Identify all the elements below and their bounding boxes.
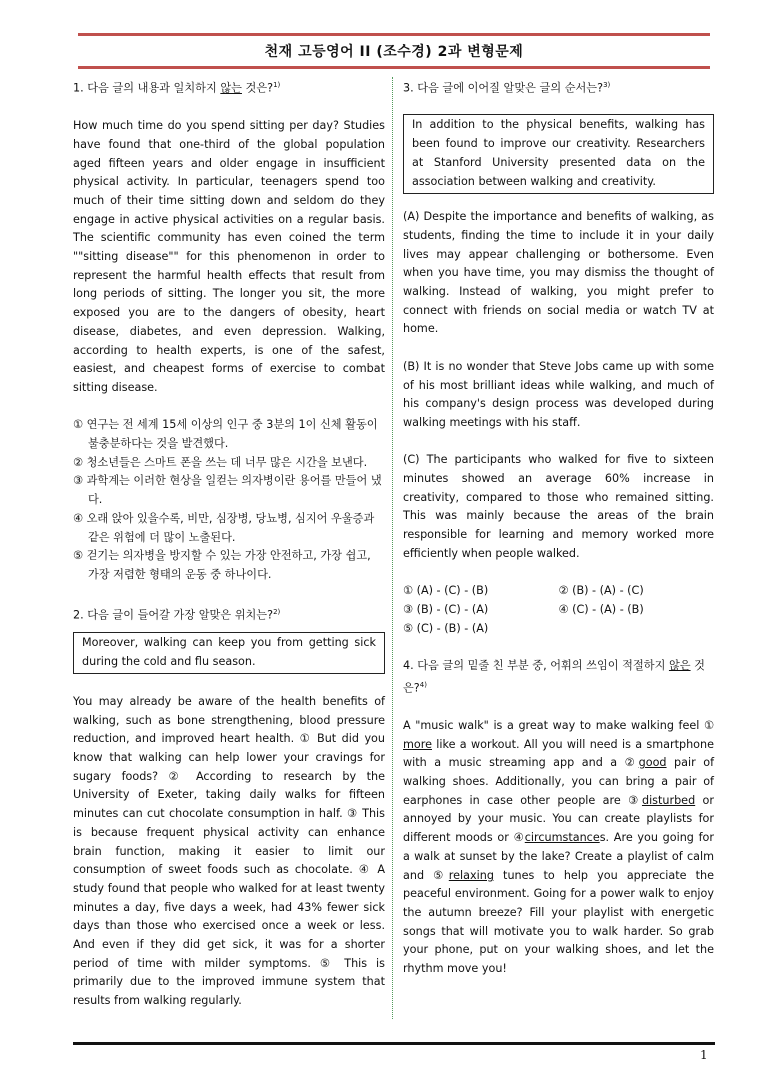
footer-rule (73, 1042, 715, 1045)
question-2-passage: You may already be aware of the health benefits of walking, such as bone strengthening, blood pressure reduction, and improved heart health. ① But did you know that walking can help lower your cravings for sugary foods? ② According to research by the University of Exeter, taking daily walks for fifteen minutes can cut chocolate consumption in half. ③ This is because frequent physical activity can enhance brain function, making it easier to limit our consumption of sweet foods such as chocolate. ④ A study found that people who walked for at least twenty minutes a day, five days a week, had 43% fewer sick days than those who exercised once a week or less. And even if they did get sick, it was for a shorter period of time with milder symptoms. ⑤ This is primarily due to the improved immune system that results from walking regularly. (73, 694, 385, 1008)
underlined-word: more (403, 737, 432, 751)
question-3-paragraph-a: (A) Despite the importance and benefits of walking, as students, finding the time to include it in your daily lives may appear challenging or bothersome. Even when you have time, you may dismiss the thought of walking. Instead of walking, you might prefer to connect with friends on social media or watch TV at home. (403, 210, 714, 336)
underlined-word: circumstance (524, 831, 600, 845)
header-rule-bottom (78, 66, 710, 69)
underlined-word: good (638, 756, 667, 770)
choice-item: ① 연구는 전 세계 15세 이상의 인구 중 3분의 1이 신체 활동이 불충분하다는 것을 발견했다. (73, 418, 378, 451)
question-3-given-passage: In addition to the physical benefits, walking has been found to improve our creativity. Researchers at Stanford University presented data on the association between walking and creativity. (403, 114, 714, 194)
underlined-word: relaxing (448, 868, 494, 882)
choice-item: ③ 과학계는 이러한 현상을 일컫는 의자병이란 용어를 만들어 냈다. (73, 474, 382, 507)
page-number: 1 (700, 1048, 708, 1062)
question-3-choices (403, 582, 714, 638)
question-1-passage: How much time do you spend sitting per day? Studies have found that one-third of the global population aged fifteen years and older engage in insufficient physical activity. In particular, teenagers spend too much of their time sitting down and seldom do they engage in active physical activities on a regular basis. The scientific community has even coined the term ""sitting disease"" for this phenomenon in order to represent the harmful health effects that result from long periods of sitting. The longer you sit, the more exposed you are to the dangers of obesity, heart disease, diabetes, and even depression. Walking, according to health experts, is one of the safest, easiest, and cheapest forms of exercise to combat sitting disease. (73, 119, 385, 394)
question-4-passage: A "music walk" is a great way to make walking feel ① more like a workout. All you will need is a smartphone with a music streaming app and a ②good pair of walking shoes. Additionally, you can bring a pair of earphones in case other people are ③disturbed or annoyed by your music. You can create playlists for different moods or ④circumstances. Are you going for a walk at sunset by the lake? Create a playlist of calm and ⑤relaxing tunes to help you appreciate the peaceful environment. Going for a power walk to enjoy the autumn breeze? Fill your playlist with energetic songs that will motivate you to walk harder. So grab your phone, put on your walking shoes, and let the rhythm move you! (403, 718, 715, 976)
question-3-prompt: 3. 다음 글에 이어질 알맞은 글의 순서는?$^{3)}$ (403, 81, 611, 95)
column-divider (392, 77, 393, 1019)
question-2-prompt: 2. 다음 글이 들어갈 가장 알맞은 위치는?$^{2)}$ (73, 608, 281, 623)
choice-item: ③ (B) - (C) - (A) (403, 602, 489, 616)
right-column (403, 76, 714, 979)
choice-item: ⑤ 걷기는 의자병을 방지할 수 있는 가장 안전하고, 가장 쉽고, 가장 저렴한 형태의 운동 중 하나이다. (73, 549, 371, 581)
choice-item: ② 청소년들은 스마트 폰을 쓰는 데 너무 많은 시간을 보낸다. (73, 455, 368, 469)
question-2-given-sentence: Moreover, walking can keep you from getting sick during the cold and flu season. (73, 632, 385, 674)
left-column (73, 76, 385, 1011)
choice-item: ④ (C) - (A) - (B) (558, 602, 644, 616)
choice-item: ② (B) - (A) - (C) (558, 584, 644, 598)
choice-item: ④ 오래 앉아 있을수록, 비만, 심장병, 당뇨병, 심지어 우울증과 같은 위험에 더 많이 노출된다. (73, 511, 375, 544)
question-1-choices (73, 416, 385, 584)
question-3-paragraph-c: (C) The participants who walked for five to sixteen minutes showed an average 60% increase in creativity, compared to those who remained sitting. This was mainly because the areas of the brain responsible for learning and memory worked more efficiently when people walked. (403, 453, 714, 560)
choice-item: ① (A) - (C) - (B) (403, 584, 489, 598)
underlined-word: disturbed (641, 793, 696, 807)
question-3-paragraph-b: (B) It is no wonder that Steve Jobs came up with some of his most brilliant ideas while walking, and much of his company's design process was developed during walking meetings with his staff. (403, 359, 714, 429)
question-4-prompt: 4. 다음 글의 밑줄 친 부분 중, 어휘의 쓰임이 적절하지 않은 것은?$^{4)}$ (403, 659, 705, 695)
choice-item: ⑤ (C) - (B) - (A) (403, 621, 489, 635)
question-1-prompt: 1. 다음 글의 내용과 일치하지 않는 것은?$^{1)}$ (73, 81, 281, 95)
header-rule-top (78, 33, 710, 36)
page-title: 천재 고등영어 II (조수경) 2과 변형문제 (264, 44, 524, 60)
